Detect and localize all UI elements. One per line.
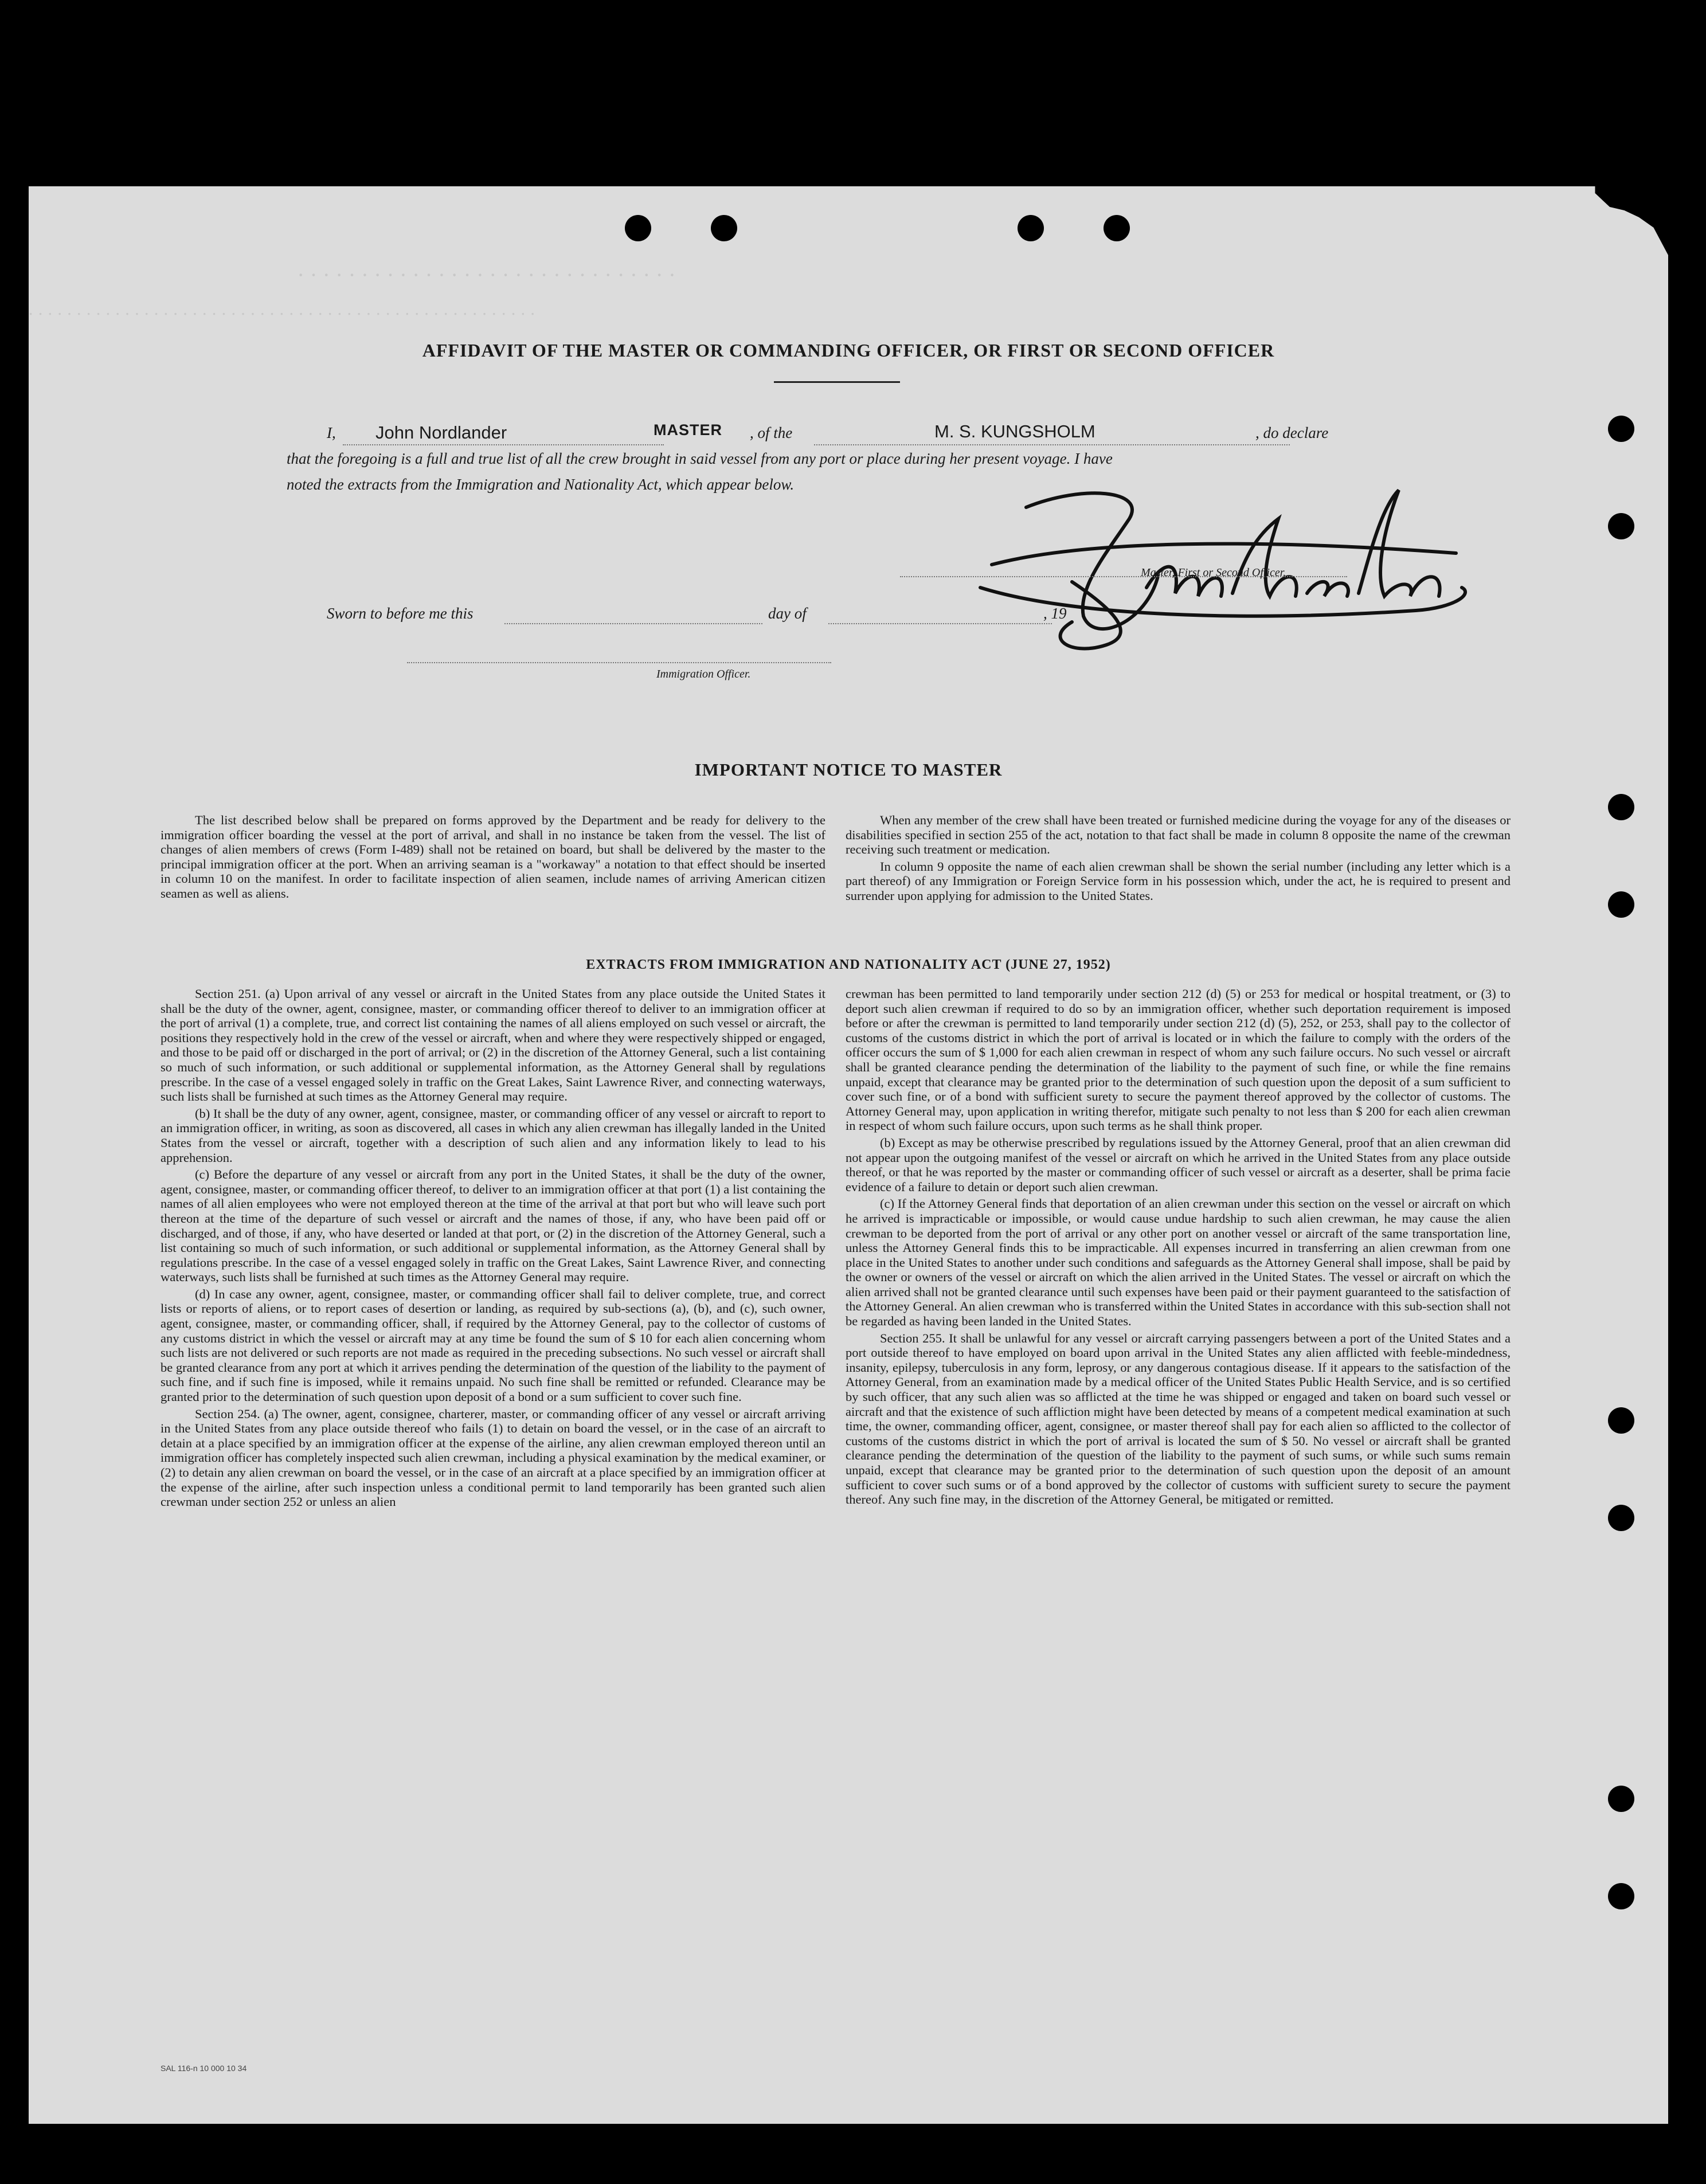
declaration-line-3: noted the extracts from the Immigration and Nationality Act, which appear below. [287, 476, 795, 493]
affidavit-title: AFFIDAVIT OF THE MASTER OR COMMANDING OFFICER, OR FIRST OR SECOND OFFICER [422, 340, 1275, 361]
extracts-left-column [161, 987, 825, 1512]
section-254-a-continued: crewman has been permitted to land temporarily under section 212 (d) (5) or 253 for medical or hospital treatment, or (3) to deport such alien crewman if required to do so by an immigration officer, whether such deportation requirement is imposed before or after the crewman is permitted to land temporarily under section 212 (d) (5), 252, or 253, shall pay to the collector of customs of the customs district in which the port of arrival is located or in which the failure to comply with the orders of the officer occurs the sum of $ 1,000 for each alien crewman in respect of whom any such failure occurs. No such vessel or aircraft shall be granted clearance pending the determination of the liability to the payment of such fine, or while the fine remains unpaid, except that clearance may be granted prior to the determination of such question upon the deposit of a sum sufficient to cover such fine, or of a bond with sufficient surety to secure the payment thereof approved by the collector of customs. The Attorney General may, upon application in writing therefor, mitigate such penalty to not less than $ 200 for each alien crewman in respect of whom such failure occurs, upon such terms as he shall think proper. [846, 987, 1511, 1133]
punch-hole [1018, 215, 1044, 241]
of-the-label: , of the [750, 424, 793, 441]
torn-corner [1571, 186, 1668, 255]
bleed-through-text: · · · · · · · · · · · · · · · · · · · · · · · · · · · · · · · · · · · · · · · · · · · · · · · · · · · · · [29, 307, 536, 321]
punch-hole [1608, 1407, 1634, 1434]
section-251-c: (c) Before the departure of any vessel or aircraft from any port in the United States, it shall be the duty of the owner, agent, consignee, master, or commanding officer thereof, to deliver to an immigration officer at that port (1) a list containing the names of all alien employees who were not employed thereon at the time of the arrival at that port but who will leave such port thereon at the time of the departure of such vessel or aircraft and the names of those, if any, who have been paid off or discharged, and of those, if any, who have deserted or landed at that port, or (2) in the discretion of the Attorney General, such a list containing so much of such information, or such additional or supplemental information, as the Attorney General shall by regulations prescribe. In the case of a vessel engaged solely in traffic on the Great Lakes, Saint Lawrence River, and connecting waterways, such lists shall be furnished at such times as the Attorney General may require. [161, 1167, 825, 1285]
punch-hole [1608, 416, 1634, 442]
vessel-line [814, 444, 1290, 445]
i-label: I, [327, 424, 336, 441]
immigration-officer-line [407, 662, 831, 663]
punch-hole [1608, 794, 1634, 820]
declaration-line-2: that the foregoing is a full and true list of all the crew brought in said vessel from any port or place during her present voyage. I have [287, 450, 1113, 467]
title-underline [774, 381, 900, 383]
notice-left-column [161, 813, 825, 903]
punch-hole [1608, 1883, 1634, 1909]
punch-hole [1608, 891, 1634, 918]
section-255: Section 255. It shall be unlawful for any vessel or aircraft carrying passengers between a port of the United States and a port outside thereof to have employed on board upon arrival in the United States any alien afflicted with feeble-mindedness, insanity, epilepsy, tuberculosis in any form, leprosy, or any dangerous contagious disease. If it appears to the satisfaction of the Attorney General, from an examination made by a medical officer of the United States Public Health Service, and is so certified by such officer, that any such alien was so afflicted at the time he was shipped or engaged and taken on board such vessel or aircraft and that the existence of such affliction might have been detected by means of a competent medical examination at such time, the owner, commanding officer, agent, consignee, or master thereof shall pay for each alien so afflicted to the collector of customs of the customs district in which the port of arrival is located the sum of $ 50. No vessel or aircraft shall be granted clearance pending the determination of the question of the liability to the payment of such sums, or while such sums remain unpaid, except that clearance may be granted prior to the determination of such question upon the deposit of an amount sufficient to cover such sums or of a bond approved by the collector of customs with sufficient surety to secure the payment thereof. Any such fine may, in the discretion of the Attorney General, be mitigated or remitted. [846, 1330, 1511, 1507]
punch-hole [625, 215, 651, 241]
vessel-name: M. S. KUNGSHOLM [934, 421, 1095, 441]
sworn-month-line [828, 623, 1052, 624]
notice-right-paragraph-1: When any member of the crew shall have been treated or furnished medicine during the voyage for any of the diseases or disabilities specified in section 255 of the act, notation to that fact shall be made in column 8 opposite the name of the crewman receiving such treatment or medication. [846, 813, 1511, 857]
section-254-a: Section 254. (a) The owner, agent, consignee, charterer, master, or commanding officer of any vessel or aircraft arriving in the United States from any place outside thereof who fails (1) to detain on board the vessel, or in the case of an aircraft to detain at a place specified by an immigration officer at the expense of the airline, any alien crewman employed thereon until an immigration officer has completely inspected such alien crewman, including a physical examination by the medical examiner, or (2) to detain any alien crewman on board the vessel, or in the case of an aircraft at a place specified by an immigration officer at the expense of the airline, after such inspection unless a conditional permit to land temporarily has been granted such alien crewman under section 252 or unless an alien [161, 1406, 825, 1509]
year-prefix: , 19 [1043, 605, 1067, 622]
sworn-label: Sworn to before me this [327, 605, 474, 622]
day-of-label: day of [768, 605, 807, 622]
signature-caption: Master, First or Second Officer. [1141, 566, 1286, 579]
do-declare-label: , do declare [1255, 424, 1329, 441]
notice-right-paragraph-2: In column 9 opposite the name of each alien crewman shall be shown the serial number (including any letter which is a part thereof) of any Immigration or Foreign Service form in his possession which, under the act, he is required to present and surrender upon applying for admission to the United States. [846, 859, 1511, 903]
notice-right-column [846, 813, 1511, 906]
sworn-date-line [504, 623, 762, 624]
punch-hole [1104, 215, 1130, 241]
rank-value: MASTER [654, 421, 722, 439]
punch-hole [1608, 513, 1634, 539]
bleed-through-text: · · · · · · · · · · · · · · · · · · · · · · · · · · · · · · [298, 267, 677, 284]
name-line [343, 444, 664, 445]
extracts-title: EXTRACTS FROM IMMIGRATION AND NATIONALITY ACT (JUNE 27, 1952) [586, 957, 1111, 972]
notice-title: IMPORTANT NOTICE TO MASTER [694, 760, 1003, 780]
form-code: SAL 116-n 10 000 10 34 [161, 2064, 247, 2073]
section-254-b: (b) Except as may be otherwise prescribed by regulations issued by the Attorney General, proof that an alien crewman did not appear upon the outgoing manifest of the vessel or aircraft on which he arrived in the United States from any place outside thereof, or that he was reported by the master or commanding officer of such vessel or aircraft as a deserter, shall be prima facie evidence of a failure to detain or deport such alien crewman. [846, 1135, 1511, 1194]
punch-hole [1608, 1786, 1634, 1812]
section-251-d: (d) In case any owner, agent, consignee, master, or commanding officer shall fail to deliver complete, true, and correct lists or reports of aliens, or to report cases of desertion or landing, as required by sub-sections (a), (b), and (c), such owner, agent, consignee, master, or commanding officer, shall, if required by the Attorney General, pay to the collector of customs of any customs district in which the vessel or aircraft may at any time be found the sum of $ 10 for each alien concerning whom such lists are not delivered or such reports are not made as required in the preceding subsections. No such vessel or aircraft shall be granted clearance from any port at which it arrives pending the determination of the question of the liability to the payment of such fine, and if such fine is imposed, while it remains unpaid. No such fine shall be remitted or refunded. Clearance may be granted prior to the determination of such question upon deposit of a bond or a sum sufficient to cover such fine. [161, 1286, 825, 1404]
section-251-b: (b) It shall be the duty of any owner, agent, consignee, master, or commanding officer of any vessel or aircraft to report to an immigration officer, in writing, as soon as discovered, all cases in which any alien crewman has illegally landed in the United States from the vessel or aircraft, together with a description of such alien and any information likely to lead to his apprehension. [161, 1106, 825, 1165]
extracts-right-column [846, 987, 1511, 1509]
punch-hole [1608, 1505, 1634, 1531]
document-page [29, 186, 1668, 2124]
punch-hole [711, 215, 737, 241]
immigration-officer-label: Immigration Officer. [656, 668, 751, 680]
master-name: John Nordlander [375, 422, 507, 443]
section-251-a: Section 251. (a) Upon arrival of any vessel or aircraft in the United States from any place outside the United States it shall be the duty of the owner, agent, consignee, master, or commanding officer thereof to deliver to an immigration officer at the port of arrival (1) a complete, true, and correct list containing the names of all aliens employed on such vessel or aircraft, the positions they respectively hold in the crew of the vessel or aircraft, when and where they were respectively shipped or engaged, and those to be paid off or discharged in the port of arrival; or (2) in the discretion of the Attorney General, such a list containing so much of such information, or such additional or supplemental information, as the Attorney General shall by regulations prescribe. In the case of a vessel engaged solely in traffic on the Great Lakes, Saint Lawrence River, and connecting waterways, such lists shall be furnished at such times as the Attorney General may require. [161, 987, 825, 1104]
section-254-c: (c) If the Attorney General finds that deportation of an alien crewman under this section on the vessel or aircraft on which he arrived is impracticable or impossible, or would cause undue hardship to such alien crewman, he may cause the alien crewman to be deported from the port of arrival or any other port on another vessel or aircraft of the same transportation line, unless the Attorney General finds this to be impracticable. All expenses incurred in transferring an alien crewman from one place in the United States to another under such conditions and safeguards as the Attorney General shall impose, shall be paid by the owner or owners of the vessel or aircraft on which the alien arrived in the United States. The vessel or aircraft on which the alien arrived shall not be granted clearance until such expenses have been paid or their payment guaranteed to the satisfaction of the Attorney General. An alien crewman who is transferred within the United States in accordance with this sub-section shall not be regarded as having been landed in the United States. [846, 1196, 1511, 1329]
notice-left-paragraph: The list described below shall be prepared on forms approved by the Department and be ready for delivery to the immigration officer boarding the vessel at the port of arrival, and shall in no instance be taken from the vessel. The list of changes of alien members of crews (Form I-489) shall not be retained on board, but shall be delivered by the master to the principal immigration officer at the port. When an arriving seaman is a "workaway" a notation to that effect should be inserted in column 10 on the manifest. In order to facilitate inspection of alien seamen, include names of arriving American citizen seamen as well as aliens. [161, 813, 825, 901]
